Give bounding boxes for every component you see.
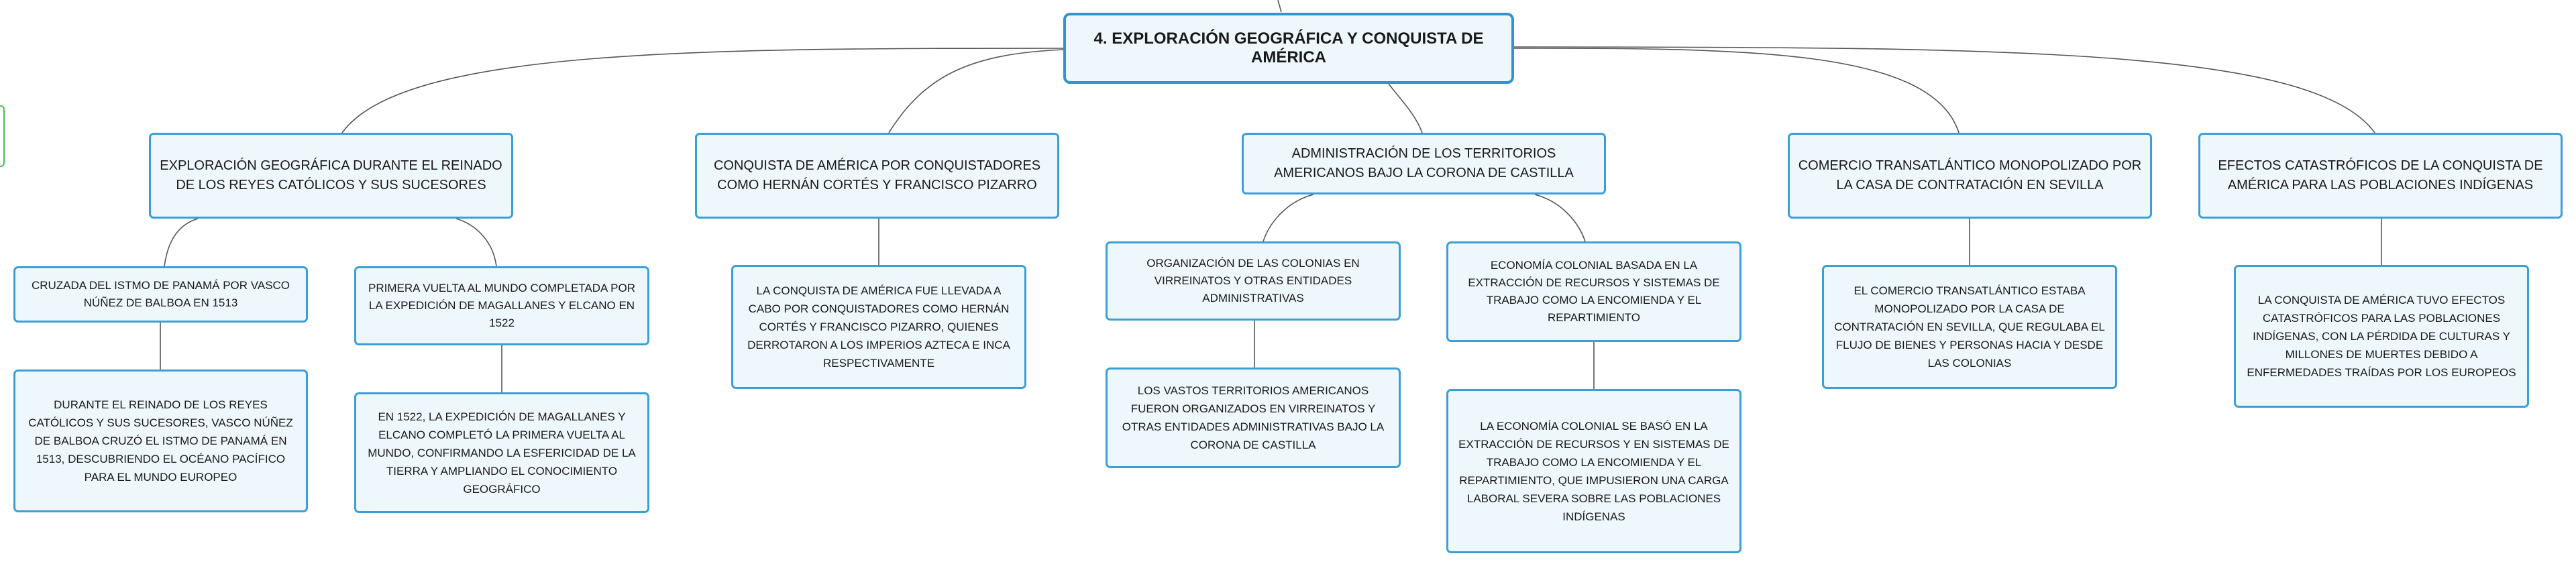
topic-label: ADMINISTRACIÓN DE LOS TERRITORIOS AMERICANOS BAJO LA CORONA DE CASTILLA: [1274, 146, 1574, 180]
collapse-handle[interactable]: [0, 105, 5, 167]
detail-magallanes[interactable]: [354, 392, 649, 513]
detail-virreinatos[interactable]: [1106, 367, 1401, 468]
topic-administracion[interactable]: [1242, 133, 1606, 194]
detail-economia[interactable]: [1446, 389, 1741, 553]
topic-label: EFECTOS CATASTRÓFICOS DE LA CONQUISTA DE AMÉRICA PARA LAS POBLACIONES INDÍGENAS: [2218, 158, 2543, 192]
topic-exploracion[interactable]: [149, 133, 513, 219]
root-topic-label: 4. EXPLORACIÓN GEOGRÁFICA Y CONQUISTA DE AMÉRICA: [1093, 30, 1484, 66]
detail-balboa[interactable]: [13, 370, 308, 512]
subtopic-label: ECONOMÍA COLONIAL BASADA EN LA EXTRACCIÓN DE RECURSOS Y SISTEMAS DE TRABAJO COMO LA ENCOMIENDA Y EL REPARTIMIENTO: [1468, 259, 1720, 324]
root-topic[interactable]: [1063, 13, 1514, 84]
subtopic-label: PRIMERA VUELTA AL MUNDO COMPLETADA POR LA EXPEDICIÓN DE MAGALLANES Y ELCANO EN 1522: [368, 282, 635, 329]
detail-text: LA CONQUISTA DE AMÉRICA FUE LLEVADA A CABO POR CONQUISTADORES COMO HERNÁN CORTÉS Y FRANCISCO PIZARRO, QUIENES DERROTARON A LOS IMPERIOS AZTECA E INCA RESPECTIVAMENTE: [747, 284, 1010, 370]
subtopic-economia[interactable]: [1446, 241, 1741, 342]
connector-topic-3-sub-1: [1263, 194, 1313, 241]
topic-label: COMERCIO TRANSATLÁNTICO MONOPOLIZADO POR LA CASA DE CONTRATACIÓN EN SEVILLA: [1798, 158, 2142, 192]
topic-label: CONQUISTA DE AMÉRICA POR CONQUISTADORES COMO HERNÁN CORTÉS Y FRANCISCO PIZARRO: [713, 158, 1041, 192]
detail-efectos[interactable]: [2234, 265, 2529, 408]
topic-comercio[interactable]: [1788, 133, 2152, 219]
connector-root-topic-1: [342, 48, 1063, 133]
subtopic-virreinatos[interactable]: [1106, 241, 1401, 321]
connector-root-up: [1278, 0, 1281, 12]
connector-topic-1-sub-2: [456, 219, 496, 266]
subtopic-magallanes[interactable]: [354, 266, 649, 345]
detail-text: LA CONQUISTA DE AMÉRICA TUVO EFECTOS CATASTRÓFICOS PARA LAS POBLACIONES INDÍGENAS, CON LA PÉRDIDA DE CULTURAS Y MILLONES DE MUERTES DEBIDO A ENFERMEDADES TRAÍDAS POR LOS EUROPEOS: [2247, 294, 2516, 379]
connector-root-topic-5: [1514, 47, 2375, 133]
detail-text: LA ECONOMÍA COLONIAL SE BASÓ EN LA EXTRACCIÓN DE RECURSOS Y EN SISTEMAS DE TRABAJO COMO LA ENCOMIENDA Y EL REPARTIMIENTO, QUE IMPUSIERON UNA CARGA LABORAL SEVERA SOBRE LAS POBLACIONES INDÍGENAS: [1458, 419, 1729, 523]
detail-text: DURANTE EL REINADO DE LOS REYES CATÓLICOS Y SUS SUCESORES, VASCO NÚÑEZ DE BALBOA CRUZÓ EL ISTMO DE PANAMÁ EN 1513, DESCUBRIENDO EL OCÉANO PACÍFICO PARA EL MUNDO EUROPEO: [28, 398, 293, 484]
topic-conquista[interactable]: [695, 133, 1059, 219]
subtopic-label: ORGANIZACIÓN DE LAS COLONIAS EN VIRREINATOS Y OTRAS ENTIDADES ADMINISTRATIVAS: [1146, 257, 1360, 304]
detail-text: EN 1522, LA EXPEDICIÓN DE MAGALLANES Y ELCANO COMPLETÓ LA PRIMERA VUELTA AL MUNDO, CONFIRMANDO LA ESFERICIDAD DE LA TIERRA Y AMPLIANDO EL CONOCIMIENTO GEOGRÁFICO: [368, 410, 636, 496]
topic-efectos[interactable]: [2198, 133, 2563, 219]
detail-comercio[interactable]: [1822, 265, 2117, 389]
connector-root-topic-4: [1514, 48, 1959, 133]
topic-label: EXPLORACIÓN GEOGRÁFICA DURANTE EL REINADO DE LOS REYES CATÓLICOS Y SUS SUCESORES: [160, 158, 502, 192]
connector-root-topic-2: [889, 50, 1063, 133]
connector-root-topic-3: [1389, 84, 1422, 133]
connector-topic-3-sub-2: [1535, 194, 1585, 241]
subtopic-balboa[interactable]: [13, 266, 308, 323]
subtopic-label: CRUZADA DEL ISTMO DE PANAMÁ POR VASCO NÚÑEZ DE BALBOA EN 1513: [31, 279, 290, 309]
connector-topic-1-sub-1: [164, 219, 198, 266]
detail-text: LOS VASTOS TERRITORIOS AMERICANOS FUERON ORGANIZADOS EN VIRREINATOS Y OTRAS ENTIDADES ADMINISTRATIVAS BAJO LA CORONA DE CASTILLA: [1122, 384, 1385, 451]
detail-text: EL COMERCIO TRANSATLÁNTICO ESTABA MONOPOLIZADO POR LA CASA DE CONTRATACIÓN EN SEVILLA, QUE REGULABA EL FLUJO DE BIENES Y PERSONAS HACIA Y DESDE LAS COLONIAS: [1834, 284, 2105, 370]
detail-conquista[interactable]: [731, 265, 1026, 389]
